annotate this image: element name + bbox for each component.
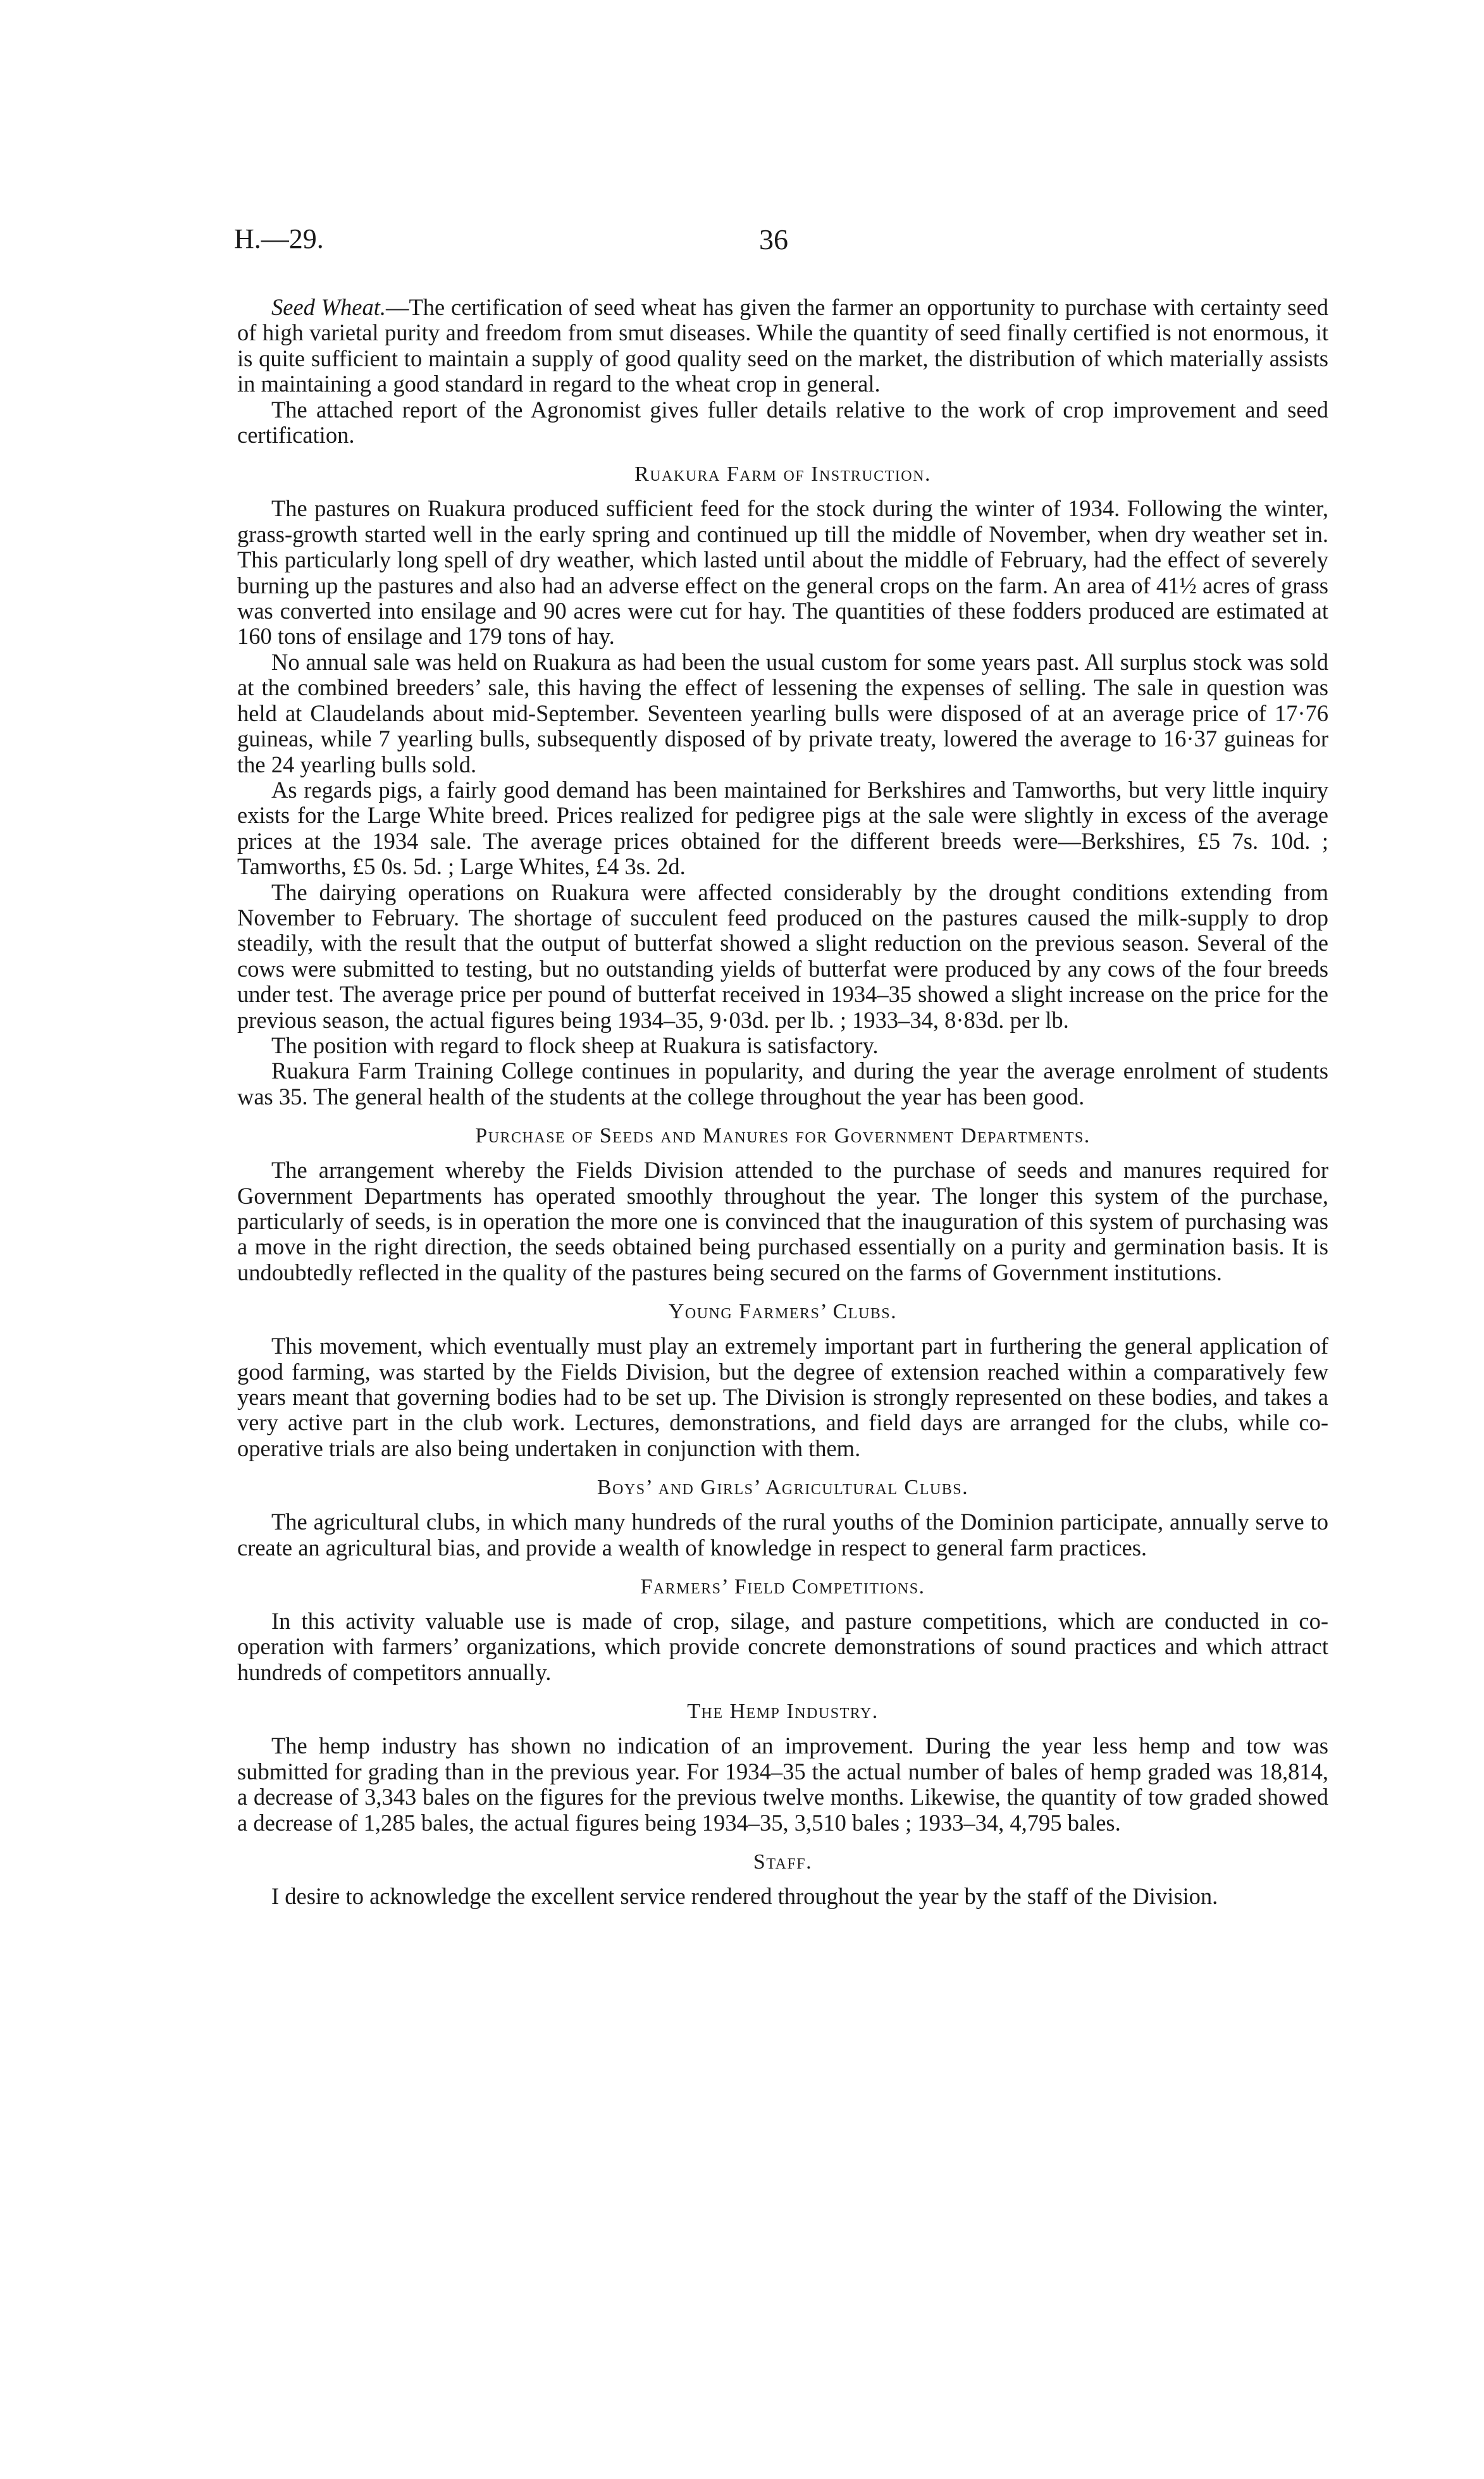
purchase-paragraph: The arrangement whereby the Fields Division attended to the purchase of seeds and manures required for Government Departments has operated smoothly throughout the year. The longer this system of the purchase, particularly of seeds, is in operation the more one is convinced that the inauguration of this system of purchasing was a move in the right direction, the seeds obtained being purchased essentially on a purity and germination basis. It is undoubtedly reflected in the quality of the pastures being secured on the farms of Government institutions. <box>237 1157 1328 1285</box>
running-header <box>234 223 1326 261</box>
page-number: 36 <box>759 223 788 256</box>
ruakura-heading: Ruakura Farm of Instruction. <box>634 462 931 486</box>
ruakura-paragraph: Ruakura Farm Training College continues in popularity, and during the year the average enrolment of students was 35. The general health of the students at the college throughout the year has been good. <box>237 1058 1328 1110</box>
young-farmers-heading: Young Farmers’ Clubs. <box>668 1300 898 1324</box>
ruakura-paragraph: No annual sale was held on Ruakura as had been the usual custom for some years past. All surplus stock was sold at the combined breeders’ sale, this having the effect of lessening the expenses of selling. The sale in question was held at Claudelands about mid-September. Seventeen yearling bulls were disposed of at an average price of 17·76 guineas, while 7 yearling bulls, subsequently disposed of by private treaty, lowered the average to 16·37 guineas for the 24 yearling bulls sold. <box>237 648 1328 777</box>
hemp-industry-heading: The Hemp Industry. <box>687 1700 879 1724</box>
boys-girls-clubs-heading: Boys’ and Girls’ Agricultural Clubs. <box>597 1476 969 1500</box>
staff-heading: Staff. <box>753 1850 813 1874</box>
hemp-industry-paragraph: The hemp industry has shown no indication of an improvement. During the year less hemp and tow was submitted for grading than in the previous year. For 1934–35 the actual number of bales of hemp graded was 18,814, a decrease of 3,343 bales on the figures for the previous twelve months. Likewise, the quantity of tow graded showed a decrease of 1,285 bales, the actual figures being 1934–35, 3,510 bales ; 1933–34, 4,795 bales. <box>237 1733 1328 1836</box>
document-body <box>237 295 1328 1909</box>
staff-paragraph: I desire to acknowledge the excellent service rendered throughout the year by the staff of the Division. <box>271 1882 1218 1909</box>
field-competitions-heading: Farmers’ Field Competitions. <box>640 1575 925 1599</box>
ruakura-paragraph: As regards pigs, a fairly good demand has been maintained for Berkshires and Tamworths, but very little inquiry exists for the Large White breed. Prices realized for pedigree pigs at the sale were slightly in excess of the average prices at the 1934 sale. The average prices obtained for the different breeds were—Berkshires, £5 7s. 10d. ; Tamworths, £5 0s. 5d. ; Large Whites, £4 3s. 2d. <box>237 776 1328 880</box>
seed-wheat-runin-heading: Seed Wheat. <box>271 294 386 320</box>
ruakura-paragraph: The dairying operations on Ruakura were affected considerably by the drought conditions extending from November to February. The shortage of succulent feed produced on the pastures caused the milk-supply to drop steadily, with the result that the output of butterfat showed a slight reduction on the previous season. Several of the cows were submitted to testing, but no outstanding yields of butterfat were produced by any cows of the four breeds under test. The average price per pound of butterfat received in 1934–35 showed a slight increase on the price for the previous season, the actual figures being 1934–35, 9·03d. per lb. ; 1933–34, 8·83d. per lb. <box>237 879 1328 1033</box>
field-competitions-paragraph: In this activity valuable use is made of crop, silage, and pasture competitions, which are conducted in co-operation with farmers’ organizations, which provide concrete demonstrations of sound practices and which attract hundreds of competitors annually. <box>237 1608 1328 1685</box>
ruakura-paragraph: The pastures on Ruakura produced sufficient feed for the stock during the winter of 1934. Following the winter, grass-growth started well in the early spring and continued up till the middle of November, when dry weather set in. This particularly long spell of dry weather, which lasted until about the middle of February, had the effect of severely burning up the pastures and also had an adverse effect on the general crops on the farm. An area of 41½ acres of grass was converted into ensilage and 90 acres were cut for hay. The quantities of these fodders produced are estimated at 160 tons of ensilage and 179 tons of hay. <box>237 495 1328 650</box>
agronomist-report-paragraph: The attached report of the Agronomist gives fuller details relative to the work of crop improvement and seed certification. <box>237 396 1328 448</box>
seed-wheat-paragraph <box>237 295 1328 397</box>
ruakura-paragraph: The position with regard to flock sheep at Ruakura is satisfactory. <box>271 1032 879 1058</box>
document-reference: H.—29. <box>234 223 324 254</box>
boys-girls-clubs-paragraph: The agricultural clubs, in which many hundreds of the rural youths of the Dominion participate, annually serve to create an agricultural bias, and provide a wealth of knowledge in respect to general farm practices. <box>237 1509 1328 1561</box>
young-farmers-paragraph: This movement, which eventually must play an extremely important part in furthering the general application of good farming, was started by the Fields Division, but the degree of extension reached within a comparatively few years meant that governing bodies had to be set up. The Division is strongly represented on these bodies, and takes a very active part in the club work. Lectures, demonstrations, and field days are arranged for the clubs, while co-operative trials are also being undertaken in conjunction with them. <box>237 1333 1328 1461</box>
seed-wheat-text: —The certification of seed wheat has given the farmer an opportunity to purchase with certainty seed of high varietal purity and freedom from smut diseases. While the quantity of seed finally certified is not enormous, it is quite sufficient to maintain a supply of good quality seed on the market, the distribution of which materially assists in maintaining a good standard in regard to the wheat crop in general. <box>237 294 1328 397</box>
purchase-heading: Purchase of Seeds and Manures for Government Departments. <box>475 1124 1091 1148</box>
